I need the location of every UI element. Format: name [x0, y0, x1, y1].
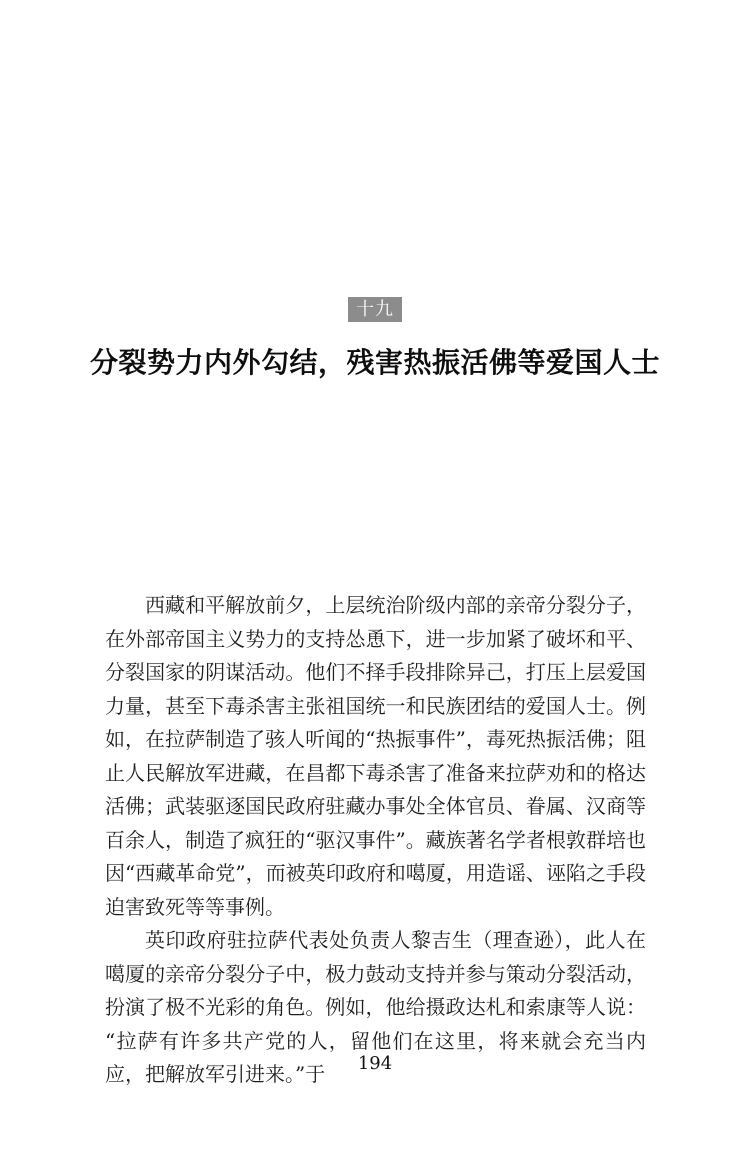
paragraph-1: 西藏和平解放前夕，上层统治阶级内部的亲帝分裂分子，在外部帝国主义势力的支持怂恿下，进一步加紧了破坏和平、分裂国家的阴谋活动。他们不择手段排除异己，打压上层爱国力量，甚至下毒杀害主张祖国统一和民族团结的爱国人士。例如，在拉萨制造了骇人听闻的“热振事件”，毒死热振活佛；阻止人民解放军进藏，在昌都下毒杀害了准备来拉萨劝和的格达活佛；武装驱逐国民政府驻藏办事处全体官员、眷属、汉商等百余人，制造了疯狂的“驱汉事件”。藏族著名学者根敦群培也因“西藏革命党”，而被英印政府和噶厦，用造谣、诬陷之手段迫害致死等等事例。 — [105, 593, 646, 919]
chapter-number-badge: 十九 — [348, 297, 402, 322]
page-number: 194 — [357, 1053, 393, 1074]
chapter-title: 分裂势力内外勾结，残害热振活佛等爱国人士 — [89, 346, 660, 379]
chapter-badge-row — [0, 297, 750, 322]
body-text — [105, 589, 646, 1092]
paragraph-2: 英印政府驻拉萨代表处负责人黎吉生（理查逊），此人在噶厦的亲帝分裂分子中，极力鼓动支持并参与策动分裂活动，扮演了极不光彩的角色。例如，他给摄政达札和索康等人说：“拉萨有许多共产党的人，留他们在这里，将来就会充当内应，把解放军引进来。”于 — [105, 928, 646, 1086]
